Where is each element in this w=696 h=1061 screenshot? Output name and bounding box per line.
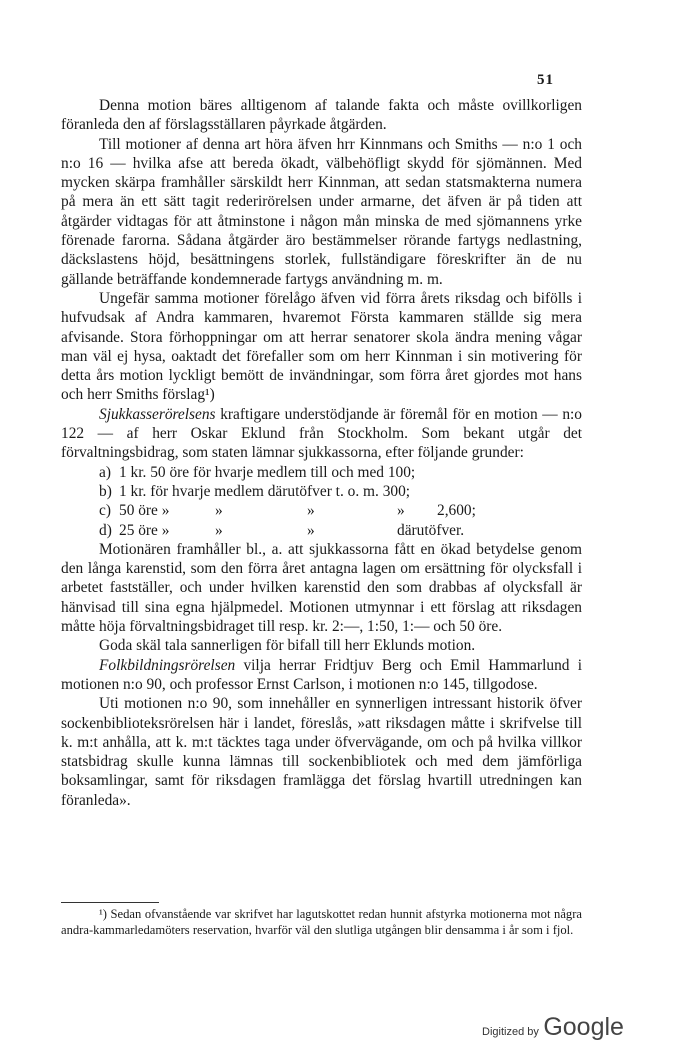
ditto-mark: »	[215, 521, 223, 539]
ditto-mark: »	[397, 502, 405, 520]
paragraph-goda-skal: Goda skäl tala sannerligen för bifall till herr Eklunds motion.	[99, 637, 476, 655]
list-marker: b)	[99, 482, 112, 500]
list-marker: d)	[99, 521, 112, 539]
list-item	[61, 463, 582, 482]
digitized-prefix: Digitized by	[482, 1026, 539, 1038]
paragraph-sjukkassa	[61, 405, 582, 463]
list-marker: a)	[99, 463, 111, 481]
paragraph-motion-intro: Denna motion bäres alltigenom af talande fakta och måste ovillkorligen föranleda den af förslagsställaren påyrkade åtgärden.	[61, 97, 582, 134]
folkbildning-lead: Folkbildningsrörelsen	[99, 656, 236, 674]
list-item	[61, 501, 582, 520]
list-marker: c)	[99, 502, 111, 520]
paragraph-folkbildning	[61, 656, 582, 695]
list-limit: därutöfver.	[397, 521, 465, 539]
footnote-divider	[61, 902, 159, 903]
digitized-by-watermark	[482, 1013, 624, 1042]
list-item	[61, 482, 582, 501]
grounds-list	[61, 463, 582, 540]
page-number: 51	[537, 72, 554, 88]
list-text: 1 kr. för hvarje medlem därutöfver t. o. m. 300;	[119, 482, 411, 500]
list-amount: 25 öre »	[119, 521, 170, 539]
list-text: 1 kr. 50 öre för hvarje medlem till och med 100;	[119, 463, 416, 481]
paragraph-kinnman-smith: Till motioner af denna art höra äfven hrr Kinnmans och Smiths — n:o 1 och n:o 16 — hvilka afse att bereda ökadt, välbehöfligt skydd för sjömännen. Med mycken skärpa framhåller särskildt herr Kinnman, att sedan statsmakterna numera på mera än ett sätt tagit rederirörelsen under armarne, det äfven är på tiden att åtgärder vidtagas för att åtminstone i någon mån minska de med sjömannens yrke förenade farorna. Sådana åtgärder äro bestämmelser rörande fartygs nedlastning, däckslastens höjd, besättningens storlek, fullständigare föreskrifter än de nu gällande beträffande kondemnerade fartygs användning m. m.	[61, 135, 582, 288]
list-amount: 50 öre »	[119, 502, 170, 520]
list-limit: 2,600;	[437, 502, 476, 520]
paragraph-sockenbibliotek: Uti motionen n:o 90, som innehåller en synnerligen intressant historik öfver sockenbiblioteksrörelsen här i landet, föreslås, »att riksdagen måtte i skrifvelse till k. m:t anhålla, att k. m:t täcktes taga under öfvervägande, om och på hvilka villkor statsbidrag skulle kunna lämnas till sockenbibliotek och med dem jämförliga boksamlingar, samt för riksdagen framlägga det förslag hvartill utredningen kan föranleda».	[61, 695, 582, 809]
list-item	[61, 521, 582, 540]
ditto-mark: »	[307, 521, 315, 539]
paragraph-motionaren: Motionären framhåller bl., a. att sjukkassorna fått en ökad betydelse genom den långa karenstid, som den förra året antagna lagen om ersättning för olycksfall i arbetet fastställer, och under hvilken karenstid den som drabbas af olycksfall är hänvisad till sina egna hjälpmedel. Motionen utmynnar i ett förslag att riksdagen måtte höja förvaltningsbidraget till resp. kr. 2:—, 1:50, 1:— och 50 öre.	[61, 540, 582, 636]
ditto-mark: »	[307, 502, 315, 520]
paragraph-previous-year: Ungefär samma motioner förelågo äfven vid förra årets riksdag och bifölls i hufvudsak af Andra kammaren, hvaremot Första kammaren ställde sig mera afvisande. Stora förhoppningar om att herrar senatorer skola ändra mening vågar man väl ej hysa, oaktadt det förefaller som om herr Kinnman i sin motivering för detta års motion lyckligt bemött de invändningar, som förra året gjordes mot hans och herr Smiths förslag¹)	[61, 289, 582, 404]
footnote	[61, 906, 582, 939]
folkbildning-text: vilja herrar Fridtjuv Berg och Emil Hammarlund i motionen n:o 90, och professor Ernst Carlson, i motionen n:o 145, tillgodose.	[61, 656, 582, 693]
ditto-mark: »	[215, 502, 223, 520]
sjukkassa-lead: Sjukkasserörelsens	[99, 405, 216, 423]
google-logo: Google	[543, 1013, 624, 1041]
footnote-text: ¹) Sedan ofvanstående var skrifvet har lagutskottet redan hunnit afstyrka motionerna mot några andra-kammarledamöters reservation, hvarför väl den slutliga utgången blir densamma i år som i fjol.	[61, 907, 582, 938]
body-text	[61, 96, 582, 810]
sjukkassa-text: kraftigare understödjande är föremål för en motion — n:o 122 — af herr Oskar Eklund från Stockholm. Som bekant utgår det förvaltningsbidrag, som staten lämnar sjukkassorna, efter följande grunder:	[61, 405, 582, 462]
